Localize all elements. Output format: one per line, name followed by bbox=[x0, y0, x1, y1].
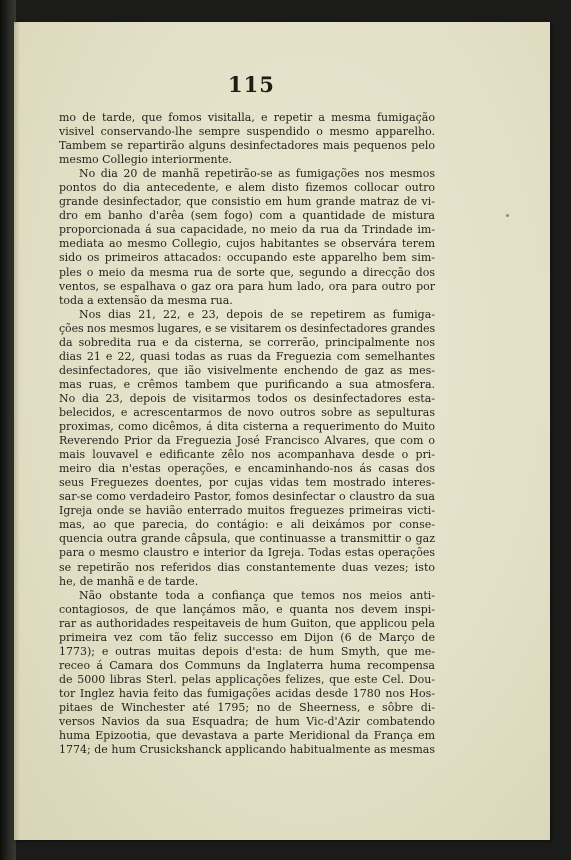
text-line: Reverendo Prior da Freguezia José Francisco Alvares, que com o bbox=[59, 434, 435, 448]
text-line: da sobredita rua e da cisterna, se correrão, principalmente nos bbox=[59, 335, 435, 349]
text-line: dias 21 e 22, quasi todas as ruas da Freguezia com semelhantes bbox=[59, 349, 435, 363]
text-line: dro em banho d'arêa (sem fogo) com a quantidade de mistura bbox=[59, 209, 435, 223]
text-line: contagiosos, de que lançámos mão, e quanta nos devem inspi- bbox=[59, 602, 435, 616]
text-line: rar as authoridades respeitaveis de hum Guiton, que applicou pela bbox=[59, 616, 435, 630]
text-line: primeira vez com tão feliz successo em Dijon (6 de Março de bbox=[59, 630, 435, 644]
text-line: ples o meio da mesma rua de sorte que, segundo a direcção dos bbox=[59, 265, 435, 279]
text-line: huma Epizootia, que devastava a parte Meridional da França em bbox=[59, 729, 435, 743]
page-gutter-shade bbox=[14, 22, 20, 840]
text-line: Igreja onde se havião enterrado muitos freguezes primeiras victi- bbox=[59, 504, 435, 518]
page-number: 115 bbox=[228, 72, 275, 97]
text-line: seus Freguezes doentes, por cujas vidas tem mostrado interes- bbox=[59, 476, 435, 490]
text-line: de 5000 libras Sterl. pelas applicações felizes, que este Cel. Dou- bbox=[59, 672, 435, 686]
paper-speck bbox=[506, 214, 509, 217]
text-line: mas ruas, e crêmos tambem que purificando a sua atmosfera. bbox=[59, 377, 435, 391]
text-line: proximas, como dicêmos, á dita cisterna a requerimento do Muito bbox=[59, 420, 435, 434]
text-line: ventos, se espalhava o gaz ora para hum lado, ora para outro por bbox=[59, 279, 435, 293]
text-line: Tambem se repartirão alguns desinfectadores mais pequenos pelo bbox=[59, 139, 435, 153]
text-line: No dia 20 de manhã repetirão-se as fumigações nos mesmos bbox=[79, 167, 435, 181]
body-text bbox=[59, 111, 435, 757]
text-line: pontos do dia antecedente, e alem disto fizemos collocar outro bbox=[59, 181, 435, 195]
text-line: se repetirão nos referidos dias constantemente duas vezes; isto bbox=[59, 560, 435, 574]
text-line: visivel conservando-lhe sempre suspendido o mesmo apparelho. bbox=[59, 125, 435, 139]
text-line: he, de manhã e de tarde. bbox=[59, 574, 199, 588]
text-line: mo de tarde, que fomos visitalla, e repetir a mesma fumigação bbox=[59, 111, 435, 124]
text-line: grande desinfectador, que consistio em hum grande matraz de vi- bbox=[59, 195, 435, 209]
text-line: mesmo Collegio interiormente. bbox=[59, 153, 233, 167]
text-line: ções nos mesmos lugares, e se visitarem os desinfectadores grandes bbox=[59, 321, 435, 335]
text-line: 1774; de hum Crusickshanck applicando habitualmente as mesmas bbox=[59, 743, 435, 757]
text-line: Não obstante toda a confiança que temos nos meios anti- bbox=[79, 588, 435, 602]
text-line: belecidos, e acrescentarmos de novo outros sobre as sepulturas bbox=[59, 405, 435, 419]
text-line: sar-se como verdadeiro Pastor, fomos desinfectar o claustro da sua bbox=[59, 490, 435, 504]
text-line: 1773); e outras muitas depois d'esta: de hum Smyth, que me- bbox=[59, 644, 435, 658]
text-line: receo á Camara dos Communs da Inglaterra huma recompensa bbox=[59, 658, 435, 672]
text-line: mediata ao mesmo Collegio, cujos habitantes se observára terem bbox=[59, 237, 435, 251]
text-line: tor Inglez havia feito das fumigações acidas desde 1780 nos Hos- bbox=[59, 686, 435, 700]
text-line: pitaes de Winchester até 1795; no de Sheerness, e sôbre di- bbox=[59, 700, 435, 714]
text-line: No dia 23, depois de visitarmos todos os desinfectadores esta- bbox=[59, 391, 435, 405]
text-line: mais louvavel e edificante zêlo nos acompanhava desde o pri- bbox=[59, 448, 435, 462]
text-line: toda a extensão da mesma rua. bbox=[59, 293, 233, 307]
text-line: meiro dia n'estas operações, e encaminhando-nos ás casas dos bbox=[59, 462, 435, 476]
text-line: sido os primeiros attacados: occupando este apparelho bem sim- bbox=[59, 251, 435, 265]
text-line: quencia outra grande câpsula, que continuasse a transmittir o gaz bbox=[59, 532, 435, 546]
text-line: proporcionada á sua capacidade, no meio da rua da Trindade im- bbox=[59, 223, 435, 237]
text-line: mas, ao que parecia, do contágio: e ali deixámos por conse- bbox=[59, 518, 435, 532]
text-line: versos Navios da sua Esquadra; de hum Vic-d'Azir combatendo bbox=[59, 715, 435, 729]
text-line: Nos dias 21, 22, e 23, depois de se repetirem as fumiga- bbox=[79, 307, 435, 321]
text-line: desinfectadores, que ião visivelmente enchendo de gaz as mes- bbox=[59, 363, 435, 377]
text-line: para o mesmo claustro e interior da Igreja. Todas estas operações bbox=[59, 546, 435, 560]
